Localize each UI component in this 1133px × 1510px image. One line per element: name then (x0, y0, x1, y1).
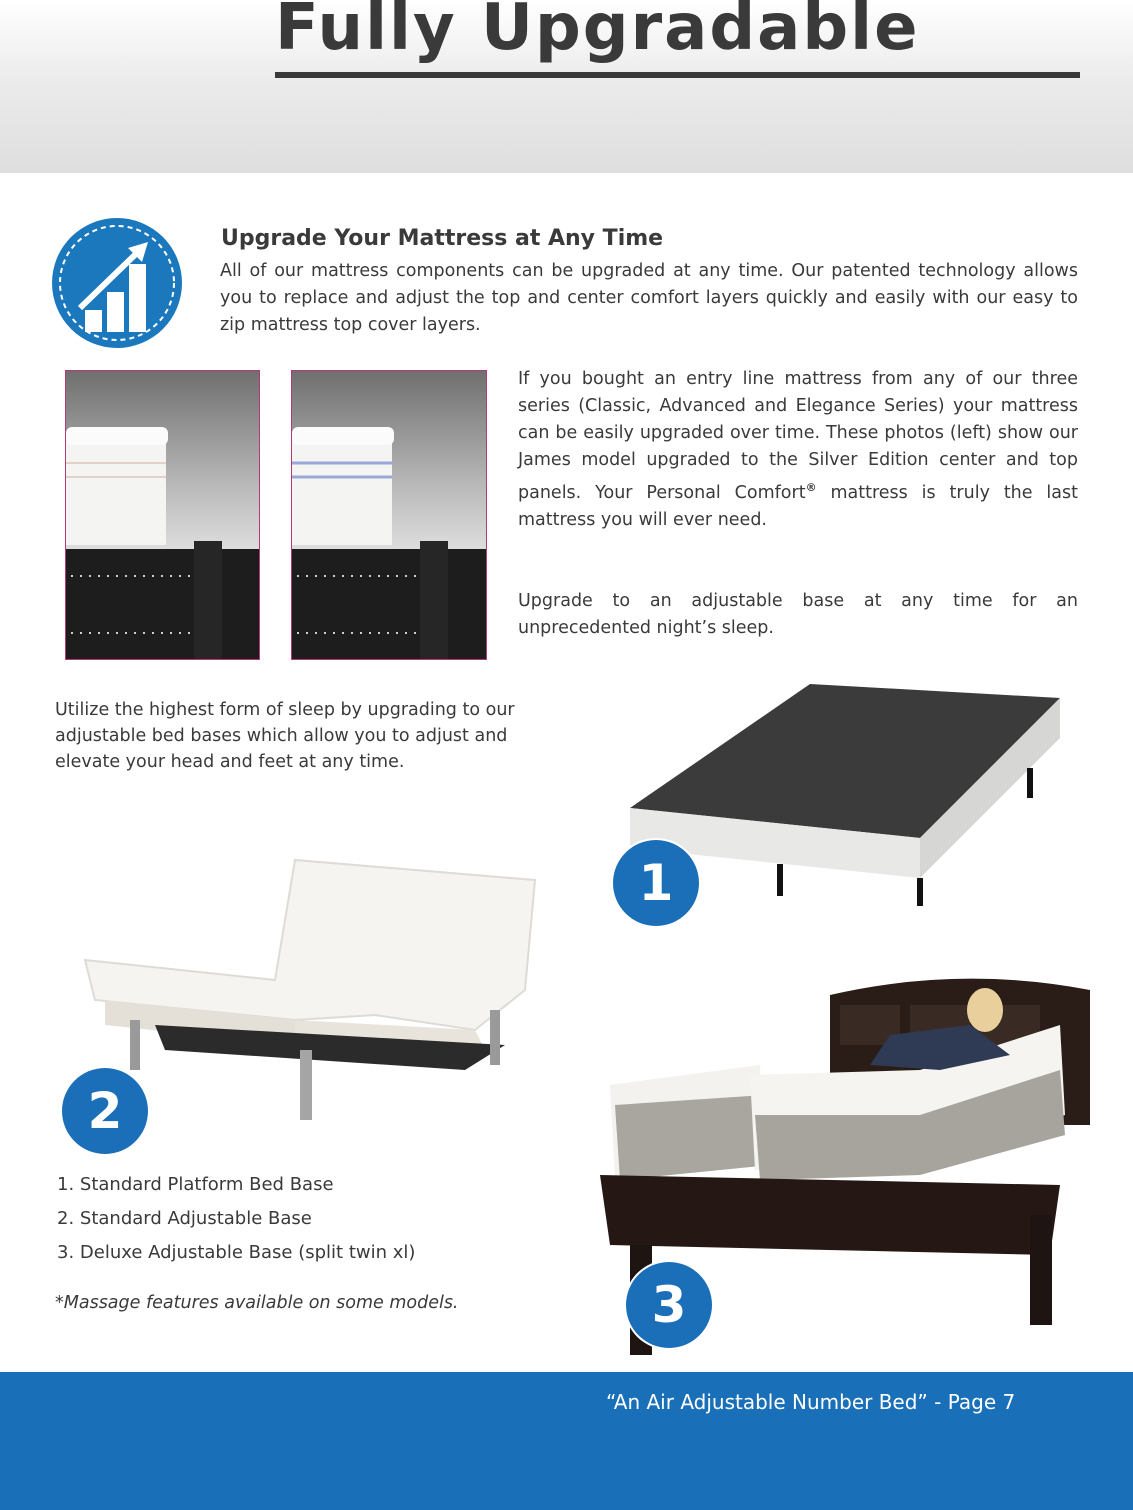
upgrade-text-b: mattress is truly the last mattress you will ever need. (518, 482, 1078, 530)
page-title: Fully Upgradable (275, 0, 1080, 78)
intro-paragraph: All of our mattress components can be upgraded at any time. Our patented technology allows you to replace and adjust the top and center comfort layers quickly and easily with our easy to zip mattress top cover layers. (220, 261, 1078, 335)
adjustable-bases-paragraph: Utilize the highest form of sleep by upgrading to our adjustable bed bases which allow you to adjust and elevate your head and feet at any time. (55, 700, 515, 772)
list-item: 2. Standard Adjustable Base (57, 1208, 312, 1229)
mattress-photo-before (65, 370, 260, 660)
base-options-list (57, 1168, 415, 1270)
adjustable-base-paragraph: Upgrade to an adjustable base at any time for an unprecedented night’s sleep. (518, 591, 1078, 638)
list-item: 1. Standard Platform Bed Base (57, 1174, 334, 1195)
massage-note: *Massage features available on some models. (55, 1293, 459, 1313)
mattress-photo-after (291, 370, 487, 660)
footer-page-label: “An Air Adjustable Number Bed” - Page 7 (606, 1390, 1016, 1414)
growth-chart-icon (52, 218, 182, 348)
badge-number-3: 3 (626, 1262, 712, 1348)
list-item: 3. Deluxe Adjustable Base (split twin xl) (57, 1242, 416, 1263)
page-header (0, 0, 1133, 173)
registered-mark: ® (805, 481, 817, 494)
section-heading: Upgrade Your Mattress at Any Time (221, 226, 664, 251)
badge-number-2: 2 (62, 1068, 148, 1154)
upgrade-text-a: If you bought an entry line mattress from any of our three series (Classic, Advanced and Elegance Series) your mattress can be easily upgraded over time. These photos (left) show our James model upgraded to the Silver Edition center and top panels. Your Personal Comfort (518, 369, 1078, 503)
upgrade-paragraph (518, 366, 1078, 534)
page-footer (0, 1372, 1133, 1510)
badge-number-1: 1 (613, 840, 699, 926)
